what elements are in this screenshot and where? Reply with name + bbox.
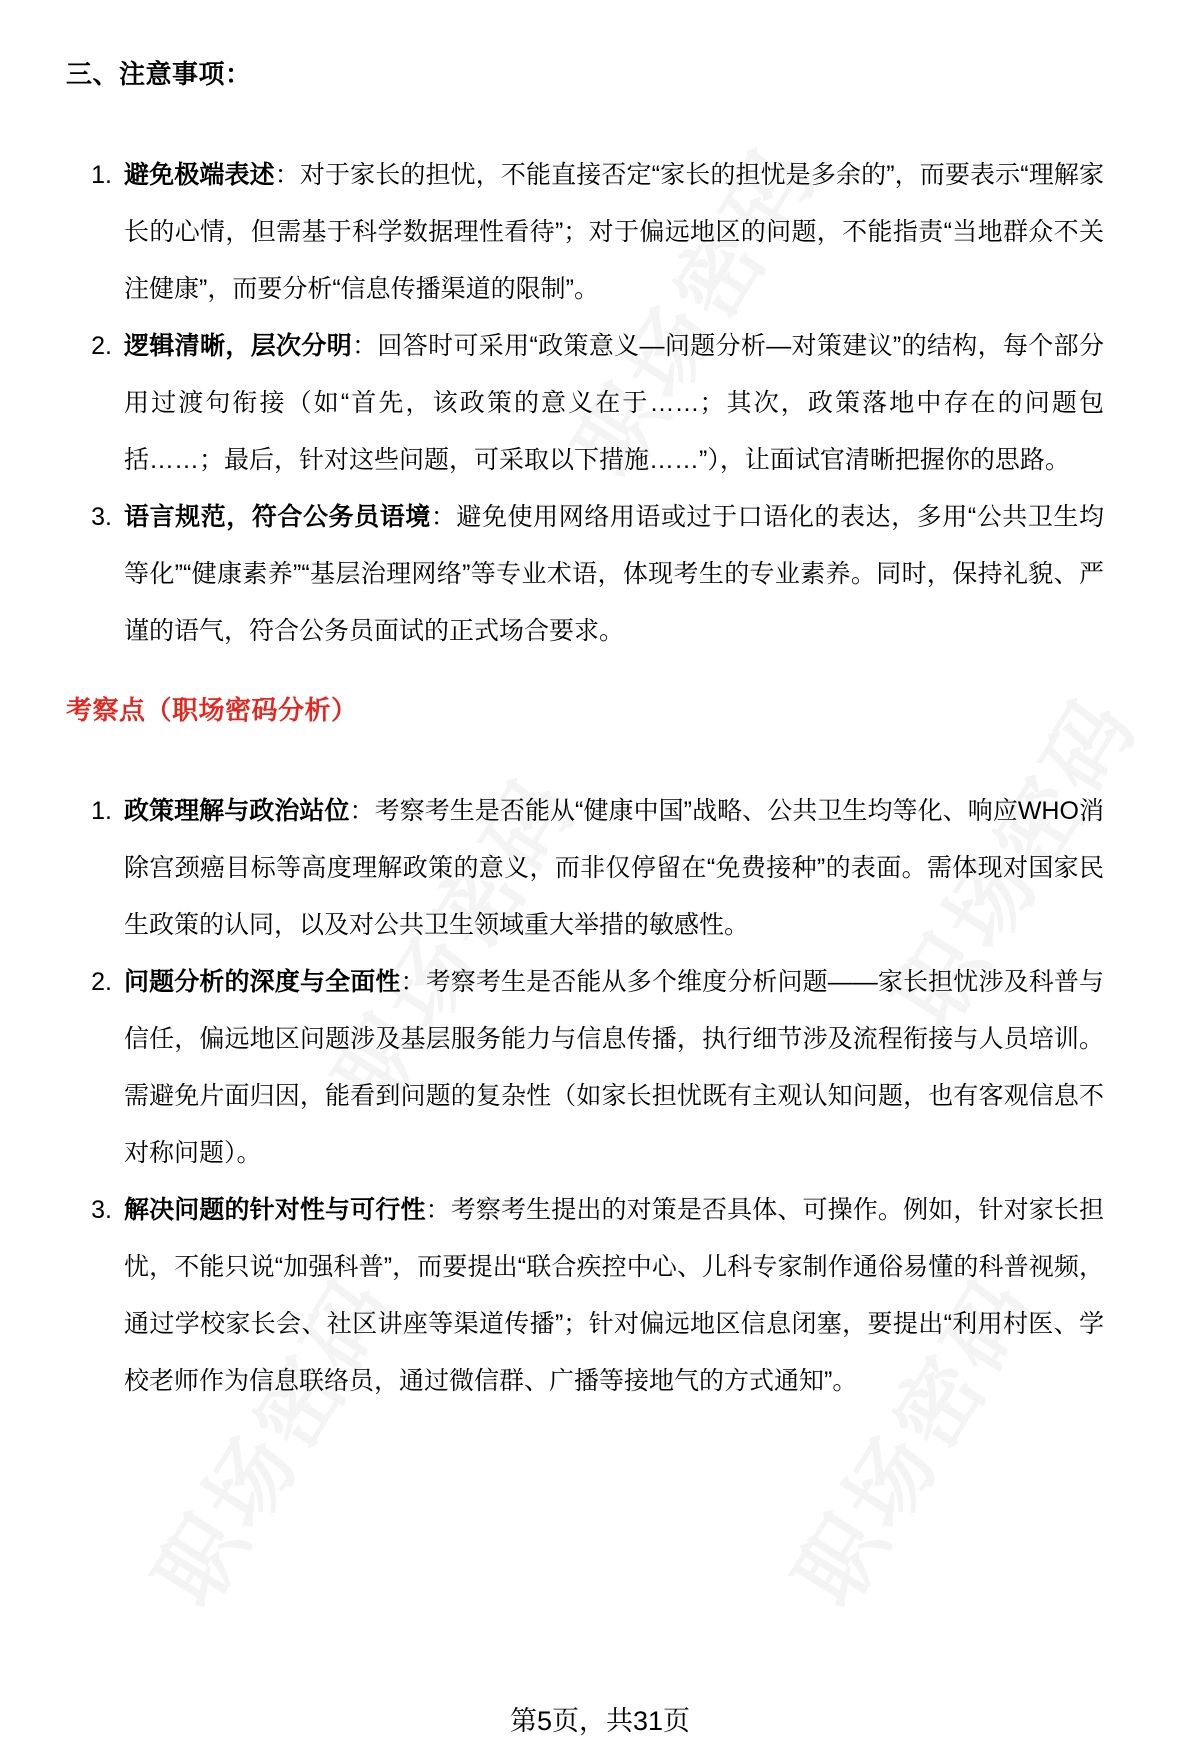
list-item [66,783,1104,954]
list-item-body: ：考察考生是否能从多个维度分析问题——家长担忧涉及科普与信任，偏远地区问题涉及基层服务能力与信息传播，执行细节涉及流程衔接与人员培训。需避免片面归因，能看到问题的复杂性（如家长担忧既有主观认知问题，也有客观信息不对称问题）。 [124,968,1104,1168]
list-item-number: 2. [91,968,112,997]
spacer [66,660,1104,694]
list-item-body: ：考察考生是否能从“健康中国”战略、公共卫生均等化、响应WHO消除宫颈癌目标等高度理解政策的意义，而非仅停留在“免费接种”的表面。需体现对国家民生政策的认同，以及对公共卫生领域重大举措的敏感性。 [124,797,1104,940]
list-item-lead: 解决问题的针对性与可行性 [124,1196,426,1225]
list-item [66,147,1104,318]
list-item-number: 3. [91,1196,112,1225]
list-item-body: ：对于家长的担忧，不能直接否定“家长的担忧是多余的”，而要表示“理解家长的心情，但需基于科学数据理性看待”；对于偏远地区的问题，不能指责“当地群众不关注健康”，而要分析“信息传播渠道的限制”。 [124,160,1104,303]
list-item [66,954,1104,1182]
page-number-label: 第5页，共31页 [509,1705,691,1736]
section-heading-notes: 三、注意事项： [66,59,252,89]
list-item-lead: 政策理解与政治站位 [124,797,350,826]
list-item-number: 2. [91,331,112,360]
list-item [66,318,1104,489]
page-footer [0,1705,1200,1737]
list-item-lead: 语言规范，符合公务员语境 [124,502,431,531]
list-item [66,1182,1104,1410]
spacer [66,91,1104,147]
list-item-number: 1. [91,160,112,189]
section-heading-assessment-points: 考察点（职场密码分析） [66,694,358,725]
list-item-number: 1. [91,797,112,826]
list-item-number: 3. [91,502,112,531]
list-item-lead: 问题分析的深度与全面性 [124,968,401,997]
list-item-lead: 避免极端表述 [124,160,275,189]
list-item-body: ：考察考生提出的对策是否具体、可操作。例如，针对家长担忧，不能只说“加强科普”，而要提出“联合疾控中心、儿科专家制作通俗易懂的科普视频，通过学校家长会、社区讲座等渠道传播”；针对偏远地区信息闭塞，要提出“利用村医、学校老师作为信息联络员，通过微信群、广播等接地气的方式通知”。 [124,1196,1104,1396]
list-item [66,489,1104,660]
list-item-body: ：避免使用网络用语或过于口语化的表达，多用“公共卫生均等化”“健康素养”“基层治理网络”等专业术语，体现考生的专业素养。同时，保持礼貌、严谨的语气，符合公务员面试的正式场合要求。 [124,502,1104,645]
list-item-body: ：回答时可采用“政策意义—问题分析—对策建议”的结构，每个部分用过渡句衔接（如“首先，该政策的意义在于……；其次，政策落地中存在的问题包括……；最后，针对这些问题，可采取以下措施……”），让面试官清晰把握你的思路。 [124,331,1104,474]
notes-list [66,147,1104,660]
list-item-lead: 逻辑清晰，层次分明 [124,331,353,360]
spacer [66,727,1104,783]
assessment-points-list [66,783,1104,1410]
